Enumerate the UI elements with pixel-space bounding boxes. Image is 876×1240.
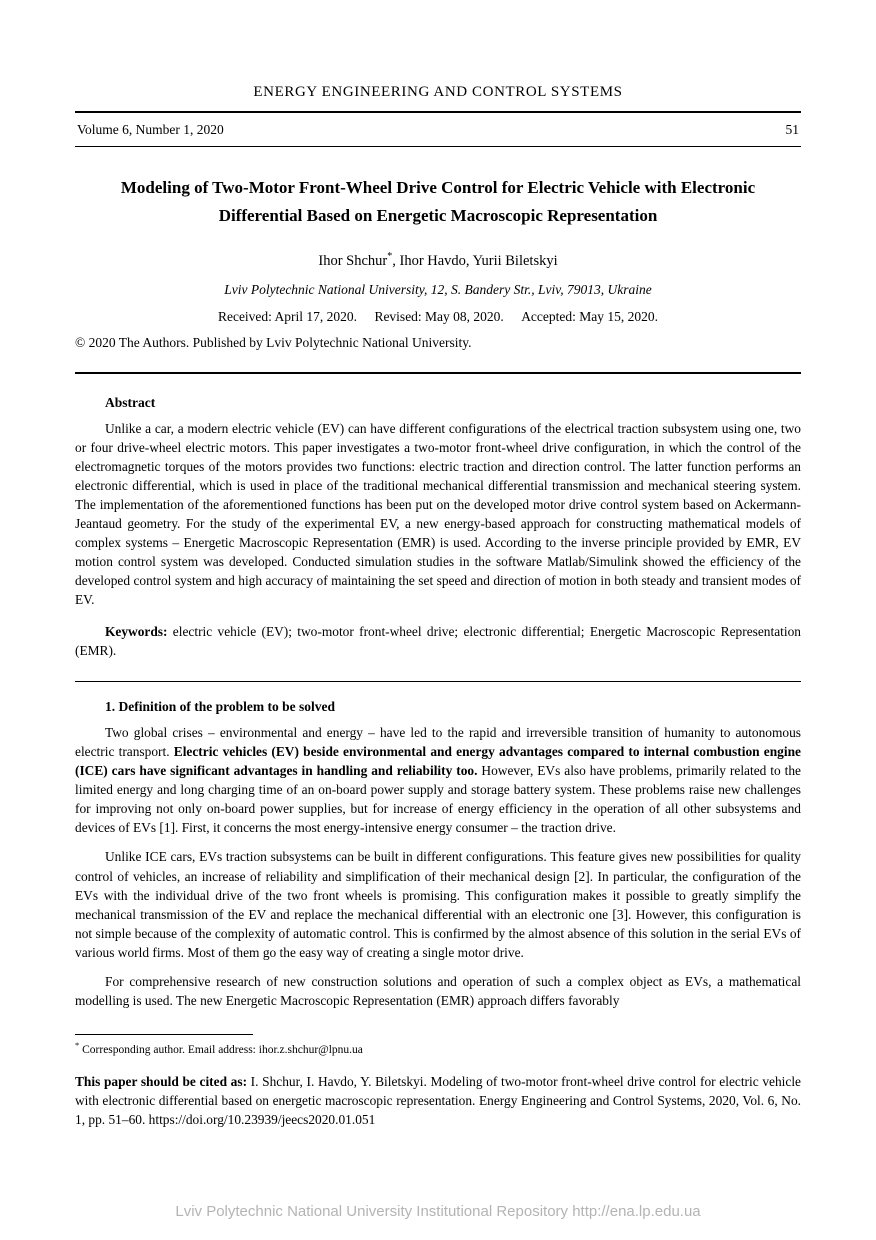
article-title: Modeling of Two-Motor Front-Wheel Drive Control for Electric Vehicle with Electronic Differential Based on Energetic Macroscopic Representation bbox=[120, 178, 756, 226]
section-top-rule bbox=[75, 681, 801, 682]
citation-text: I. Shchur, I. Havdo, Y. Biletskyi. Modeling of two-motor front-wheel drive control for electric vehicle with electronic differential based on energetic macroscopic representation. Energy Engineering and Control Systems, 2020, Vol. 6, No. 1, pp. 51–60. https://doi.org/10.23939/jeecs2020.01.051 bbox=[75, 1073, 801, 1128]
journal-name: ENERGY ENGINEERING AND CONTROL SYSTEMS bbox=[253, 84, 623, 100]
citation-block bbox=[75, 1072, 801, 1130]
footnote-separator bbox=[75, 1034, 253, 1035]
section-1-paragraph-3: For comprehensive research of new construction solutions and operation of such a complex object as EVs, a mathematical modelling is used. The new Energetic Macroscopic Representation (EMR) approach differs favorably bbox=[75, 973, 801, 1008]
corresponding-author-footnote bbox=[75, 1040, 801, 1056]
section-1 bbox=[75, 699, 801, 1009]
author-first: Ihor Shchur bbox=[318, 252, 388, 269]
affiliation: Lviv Polytechnic National University, 12, S. Bandery Str., Lviv, 79013, Ukraine bbox=[224, 281, 652, 297]
abstract-heading: Abstract bbox=[105, 394, 156, 410]
abstract-text: Unlike a car, a modern electric vehicle (EV) can have different configurations of the electrical traction subsystem using one, two or four drive-wheel electric motors. This paper investigates a two-motor front-wheel drive configuration, in which the control of the electromagnetic torques of the motors provides two functions: electric traction and direction control. The latter function performs an electronic differential, which is used in place of the traditional mechanical differential transmission and mechanical steering system. The implementation of the aforementioned functions has been put on the developed motor drive control system based on Ackermann-Jeantaud geometry. For the study of the experimental EV, a new energy-based approach for constructing mathematical models of complex systems – Energetic Macroscopic Representation (EMR) is used. According to the inverse principle provided by EMR, EV motion control system was developed. Conducted simulation studies in the software Matlab/Simulink showed the efficiency of the developed control system and high accuracy of maintaining the set speed and direction of motion in both steady and transient modes of EV. bbox=[75, 420, 801, 608]
corresponding-author-mark: * bbox=[387, 251, 393, 263]
section-1-paragraph-2: Unlike ICE cars, EVs traction subsystems can be built in different configurations. This feature gives new possibilities for quality control of vehicles, an increase of reliability and simplification of their mechanical design [2]. In particular, the configuration of the EVs with the individual drive of the two front wheels is promising. This configuration makes it possible to greatly simplify the mechanical transmission of the EV and replace the mechanical differential with an electronic one [3]. However, this configuration is not simple because of the complexity of automatic control. This is confirmed by the almost absence of this solution in the serial EVs of various world firms. Most of them go the easy way of creating a single motor drive. bbox=[75, 849, 801, 960]
authors-rest: , Ihor Havdo, Yurii Biletskyi bbox=[392, 252, 558, 269]
volume-info: Volume 6, Number 1, 2020 bbox=[77, 122, 224, 137]
page-number: 51 bbox=[785, 122, 799, 137]
authors-line bbox=[75, 251, 801, 270]
section-1-paragraph-1 bbox=[75, 723, 801, 837]
keywords-text: electric vehicle (EV); two-motor front-wheel drive; electronic differential; Energetic Macroscopic Representation (EMR). bbox=[75, 624, 801, 659]
copyright-line: © 2020 The Authors. Published by Lviv Polytechnic National University. bbox=[75, 334, 472, 350]
received-date: Received: April 17, 2020. bbox=[217, 308, 358, 324]
footnote-asterisk: * bbox=[75, 1039, 80, 1050]
dates-line bbox=[75, 309, 801, 325]
abstract-section bbox=[75, 395, 801, 660]
p1-bold-text: Electric vehicles (EV) beside environmental and energy advantages compared to internal combustion engine (ICE) cars have significant advantages in handling and reliability too. bbox=[75, 744, 801, 779]
repository-footer: Lviv Polytechnic National University Institutional Repository http://ena.lp.edu.ua bbox=[175, 1203, 701, 1220]
volume-row bbox=[75, 113, 801, 146]
journal-header bbox=[75, 84, 801, 147]
section-1-heading: 1. Definition of the problem to be solved bbox=[105, 699, 335, 715]
accepted-date: Accepted: May 15, 2020. bbox=[521, 308, 659, 324]
p1-text-start: Two global crises – environmental and energy – have led to the rapid and irreversible transition of humanity to autonomous electric transport. bbox=[75, 725, 801, 760]
p1-text-end: However, EVs also have problems, primarily related to the limited energy and long charging time of an on-board power supply and storage battery system. These problems raise new challenges for improving not only on-board power supplies, but for increase of energy efficiency in the operation of all other subsystems and devices of EVs [1]. First, it concerns the most energy-intensive energy consumer – the traction drive. bbox=[75, 763, 802, 836]
header-rule-bottom bbox=[75, 146, 801, 147]
abstract-top-rule bbox=[75, 372, 801, 374]
keywords-label: Keywords: bbox=[105, 624, 168, 640]
footnote-text: Corresponding author. Email address: ihor.z.shchur@lpnu.ua bbox=[79, 1043, 363, 1056]
citation-label: This paper should be cited as: bbox=[75, 1073, 248, 1089]
revised-date: Revised: May 08, 2020. bbox=[374, 308, 504, 324]
keywords-paragraph bbox=[75, 622, 801, 660]
